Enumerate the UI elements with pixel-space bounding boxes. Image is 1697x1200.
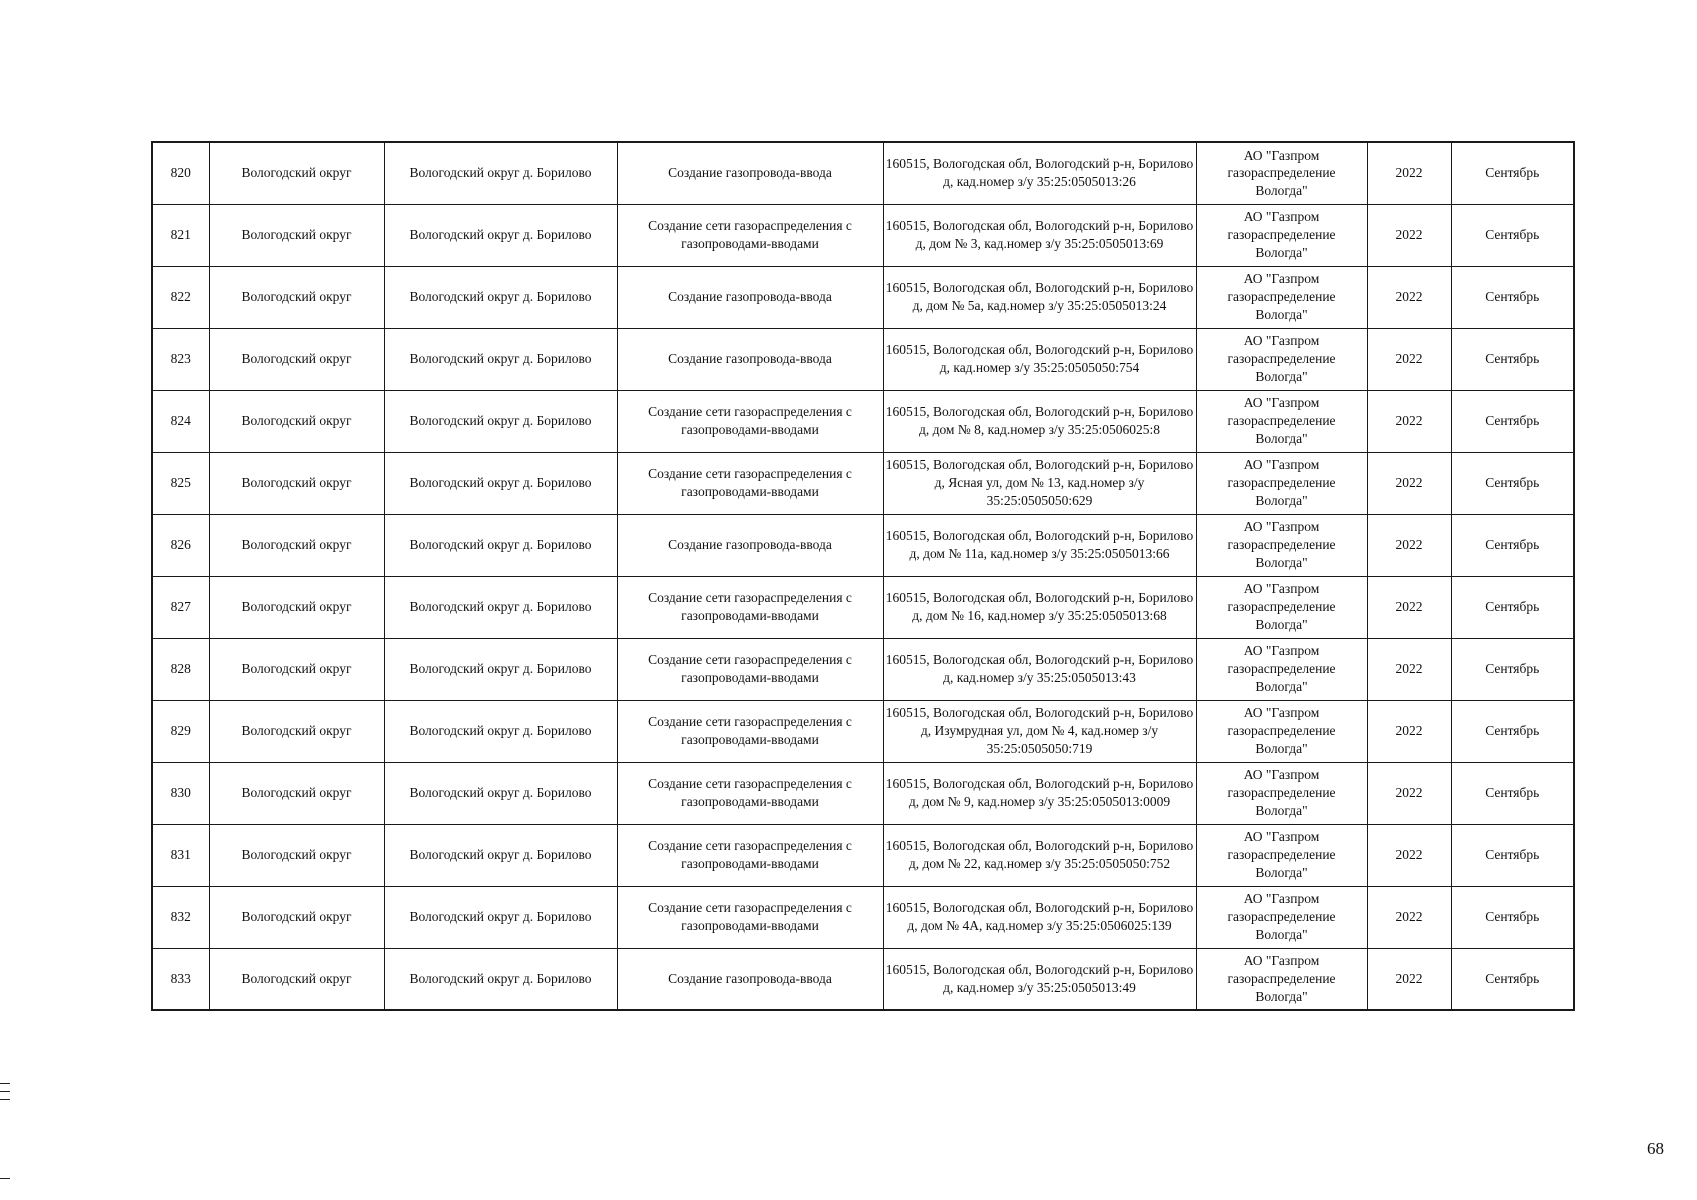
district-cell: Вологодский округ	[209, 700, 384, 762]
table-row	[152, 576, 1574, 638]
district-cell: Вологодский округ	[209, 948, 384, 1010]
year-cell: 2022	[1367, 638, 1451, 700]
year-cell: 2022	[1367, 576, 1451, 638]
table-row	[152, 204, 1574, 266]
district-cell: Вологодский округ	[209, 452, 384, 514]
table-row	[152, 514, 1574, 576]
work-type-cell: Создание газопровода-ввода	[617, 948, 883, 1010]
year-cell: 2022	[1367, 204, 1451, 266]
year-cell: 2022	[1367, 700, 1451, 762]
organization-cell: АО "Газпром газораспределение Вологда"	[1196, 204, 1367, 266]
address-cell: 160515, Вологодская обл, Вологодский р-н, Борилово д, Изумрудная ул, дом № 4, кад.номер з/у 35:25:0505050:719	[883, 700, 1196, 762]
row-number-cell: 830	[152, 762, 209, 824]
organization-cell: АО "Газпром газораспределение Вологда"	[1196, 576, 1367, 638]
table-row	[152, 266, 1574, 328]
year-cell: 2022	[1367, 142, 1451, 204]
row-number-cell: 826	[152, 514, 209, 576]
locality-cell: Вологодский округ д. Борилово	[384, 948, 617, 1010]
locality-cell: Вологодский округ д. Борилово	[384, 266, 617, 328]
organization-cell: АО "Газпром газораспределение Вологда"	[1196, 328, 1367, 390]
month-cell: Сентябрь	[1451, 390, 1574, 452]
organization-cell: АО "Газпром газораспределение Вологда"	[1196, 390, 1367, 452]
month-cell: Сентябрь	[1451, 700, 1574, 762]
locality-cell: Вологодский округ д. Борилово	[384, 762, 617, 824]
table-row	[152, 824, 1574, 886]
locality-cell: Вологодский округ д. Борилово	[384, 638, 617, 700]
work-type-cell: Создание газопровода-ввода	[617, 266, 883, 328]
margin-mark	[0, 1083, 10, 1084]
month-cell: Сентябрь	[1451, 886, 1574, 948]
work-type-cell: Создание сети газораспределения с газопроводами-вводами	[617, 824, 883, 886]
locality-cell: Вологодский округ д. Борилово	[384, 390, 617, 452]
address-cell: 160515, Вологодская обл, Вологодский р-н, Борилово д, кад.номер з/у 35:25:0505013:26	[883, 142, 1196, 204]
table-body	[152, 142, 1574, 1010]
year-cell: 2022	[1367, 824, 1451, 886]
table-row	[152, 452, 1574, 514]
organization-cell: АО "Газпром газораспределение Вологда"	[1196, 948, 1367, 1010]
organization-cell: АО "Газпром газораспределение Вологда"	[1196, 638, 1367, 700]
row-number-cell: 832	[152, 886, 209, 948]
row-number-cell: 823	[152, 328, 209, 390]
table-row	[152, 762, 1574, 824]
work-type-cell: Создание сети газораспределения с газопроводами-вводами	[617, 762, 883, 824]
work-type-cell: Создание сети газораспределения с газопроводами-вводами	[617, 700, 883, 762]
district-cell: Вологодский округ	[209, 886, 384, 948]
row-number-cell: 822	[152, 266, 209, 328]
district-cell: Вологодский округ	[209, 638, 384, 700]
work-type-cell: Создание сети газораспределения с газопроводами-вводами	[617, 886, 883, 948]
row-number-cell: 827	[152, 576, 209, 638]
table-row	[152, 948, 1574, 1010]
work-type-cell: Создание сети газораспределения с газопроводами-вводами	[617, 576, 883, 638]
year-cell: 2022	[1367, 762, 1451, 824]
table-row	[152, 700, 1574, 762]
organization-cell: АО "Газпром газораспределение Вологда"	[1196, 886, 1367, 948]
year-cell: 2022	[1367, 328, 1451, 390]
organization-cell: АО "Газпром газораспределение Вологда"	[1196, 266, 1367, 328]
margin-mark	[0, 1091, 10, 1092]
month-cell: Сентябрь	[1451, 452, 1574, 514]
year-cell: 2022	[1367, 514, 1451, 576]
district-cell: Вологодский округ	[209, 390, 384, 452]
address-cell: 160515, Вологодская обл, Вологодский р-н, Борилово д, дом № 16, кад.номер з/у 35:25:0505013:68	[883, 576, 1196, 638]
organization-cell: АО "Газпром газораспределение Вологда"	[1196, 824, 1367, 886]
year-cell: 2022	[1367, 452, 1451, 514]
margin-mark	[0, 1178, 10, 1179]
work-type-cell: Создание газопровода-ввода	[617, 142, 883, 204]
organization-cell: АО "Газпром газораспределение Вологда"	[1196, 514, 1367, 576]
organization-cell: АО "Газпром газораспределение Вологда"	[1196, 762, 1367, 824]
row-number-cell: 831	[152, 824, 209, 886]
work-type-cell: Создание сети газораспределения с газопроводами-вводами	[617, 204, 883, 266]
district-cell: Вологодский округ	[209, 576, 384, 638]
row-number-cell: 829	[152, 700, 209, 762]
work-type-cell: Создание сети газораспределения с газопроводами-вводами	[617, 452, 883, 514]
district-cell: Вологодский округ	[209, 204, 384, 266]
year-cell: 2022	[1367, 948, 1451, 1010]
district-cell: Вологодский округ	[209, 762, 384, 824]
address-cell: 160515, Вологодская обл, Вологодский р-н, Борилово д, кад.номер з/у 35:25:0505013:49	[883, 948, 1196, 1010]
address-cell: 160515, Вологодская обл, Вологодский р-н, Борилово д, дом № 9, кад.номер з/у 35:25:0505013:0009	[883, 762, 1196, 824]
work-type-cell: Создание газопровода-ввода	[617, 328, 883, 390]
month-cell: Сентябрь	[1451, 824, 1574, 886]
work-type-cell: Создание сети газораспределения с газопроводами-вводами	[617, 638, 883, 700]
table-row	[152, 328, 1574, 390]
organization-cell: АО "Газпром газораспределение Вологда"	[1196, 452, 1367, 514]
district-cell: Вологодский округ	[209, 266, 384, 328]
locality-cell: Вологодский округ д. Борилово	[384, 514, 617, 576]
address-cell: 160515, Вологодская обл, Вологодский р-н, Борилово д, дом № 11а, кад.номер з/у 35:25:0505013:66	[883, 514, 1196, 576]
locality-cell: Вологодский округ д. Борилово	[384, 142, 617, 204]
work-type-cell: Создание газопровода-ввода	[617, 514, 883, 576]
locality-cell: Вологодский округ д. Борилово	[384, 576, 617, 638]
locality-cell: Вологодский округ д. Борилово	[384, 700, 617, 762]
locality-cell: Вологодский округ д. Борилово	[384, 204, 617, 266]
organization-cell: АО "Газпром газораспределение Вологда"	[1196, 142, 1367, 204]
address-cell: 160515, Вологодская обл, Вологодский р-н, Борилово д, дом № 5а, кад.номер з/у 35:25:0505013:24	[883, 266, 1196, 328]
locality-cell: Вологодский округ д. Борилово	[384, 328, 617, 390]
month-cell: Сентябрь	[1451, 142, 1574, 204]
locality-cell: Вологодский округ д. Борилово	[384, 886, 617, 948]
organization-cell: АО "Газпром газораспределение Вологда"	[1196, 700, 1367, 762]
row-number-cell: 824	[152, 390, 209, 452]
year-cell: 2022	[1367, 390, 1451, 452]
address-cell: 160515, Вологодская обл, Вологодский р-н, Борилово д, кад.номер з/у 35:25:0505013:43	[883, 638, 1196, 700]
district-cell: Вологодский округ	[209, 142, 384, 204]
district-cell: Вологодский округ	[209, 328, 384, 390]
table-row	[152, 638, 1574, 700]
margin-mark	[0, 1099, 10, 1100]
month-cell: Сентябрь	[1451, 948, 1574, 1010]
table-row	[152, 390, 1574, 452]
month-cell: Сентябрь	[1451, 576, 1574, 638]
table-row	[152, 886, 1574, 948]
gasification-schedule-table	[151, 141, 1575, 1011]
address-cell: 160515, Вологодская обл, Вологодский р-н, Борилово д, дом № 3, кад.номер з/у 35:25:0505013:69	[883, 204, 1196, 266]
row-number-cell: 828	[152, 638, 209, 700]
month-cell: Сентябрь	[1451, 638, 1574, 700]
page-number: 68	[1647, 1139, 1664, 1158]
address-cell: 160515, Вологодская обл, Вологодский р-н, Борилово д, кад.номер з/у 35:25:0505050:754	[883, 328, 1196, 390]
locality-cell: Вологодский округ д. Борилово	[384, 452, 617, 514]
address-cell: 160515, Вологодская обл, Вологодский р-н, Борилово д, дом № 8, кад.номер з/у 35:25:0506025:8	[883, 390, 1196, 452]
address-cell: 160515, Вологодская обл, Вологодский р-н, Борилово д, дом № 4А, кад.номер з/у 35:25:0506025:139	[883, 886, 1196, 948]
locality-cell: Вологодский округ д. Борилово	[384, 824, 617, 886]
month-cell: Сентябрь	[1451, 762, 1574, 824]
year-cell: 2022	[1367, 886, 1451, 948]
address-cell: 160515, Вологодская обл, Вологодский р-н, Борилово д, Ясная ул, дом № 13, кад.номер з/у 35:25:0505050:629	[883, 452, 1196, 514]
row-number-cell: 825	[152, 452, 209, 514]
district-cell: Вологодский округ	[209, 514, 384, 576]
month-cell: Сентябрь	[1451, 328, 1574, 390]
row-number-cell: 821	[152, 204, 209, 266]
month-cell: Сентябрь	[1451, 266, 1574, 328]
month-cell: Сентябрь	[1451, 514, 1574, 576]
work-type-cell: Создание сети газораспределения с газопроводами-вводами	[617, 390, 883, 452]
address-cell: 160515, Вологодская обл, Вологодский р-н, Борилово д, дом № 22, кад.номер з/у 35:25:0505050:752	[883, 824, 1196, 886]
table-row	[152, 142, 1574, 204]
row-number-cell: 820	[152, 142, 209, 204]
row-number-cell: 833	[152, 948, 209, 1010]
district-cell: Вологодский округ	[209, 824, 384, 886]
year-cell: 2022	[1367, 266, 1451, 328]
month-cell: Сентябрь	[1451, 204, 1574, 266]
